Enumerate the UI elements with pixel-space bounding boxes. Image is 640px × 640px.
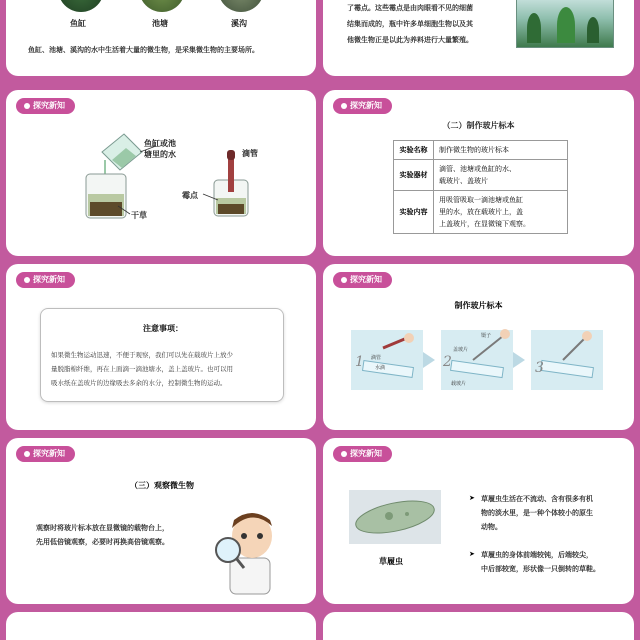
step-number-2: 2 [443,354,452,370]
step-number-1: 1 [355,354,364,370]
step-number-3: 3 [535,360,544,376]
note-line2: 量脱脂棉纤维，再在上面滴一滴池塘水，盖上盖玻片。也可以用 [51,365,233,373]
slide-prep-steps[interactable] [323,264,634,430]
note-line1: 如果微生物运动迅速，不便于观察，我们可以先在载玻片上放少 [51,351,233,359]
slide-microbe-habitats[interactable] [6,0,316,76]
bullet1-line2: 物的淡水里，是一种个体较小的原生 [481,509,593,517]
section-tag: 探究新知 [333,98,392,114]
label-glass-slide: 载玻片 [451,381,467,387]
note-box [40,308,284,402]
slide-notes[interactable] [6,264,316,430]
tag-dot-icon [24,451,30,457]
photo-label-pond: 池塘 [152,19,168,28]
slide-observe[interactable] [6,438,316,604]
jar-illustration [6,90,316,256]
tag-dot-icon [341,451,347,457]
bullet2-line1: 草履虫的身体前端较钝，后端较尖， [481,551,593,559]
label-pond-water-1: 鱼缸或池 [144,139,176,148]
aquarium-photo [516,0,614,48]
label-dropper: 滴管 [242,149,258,158]
table-head: 实验器材 [394,160,434,191]
label-dropper: 滴管 [371,355,382,361]
label-cover-slip: 盖玻片 [453,347,469,353]
tag-dot-icon [341,103,347,109]
bullet-arrow-icon: ➤ [469,550,475,558]
mold-text-line2: 结集而成的，瓶中许多单细胞生物以及其 [347,20,473,28]
prep-steps-illustration [323,264,634,430]
bullet1-line1: 草履虫生活在不流动、含有很多有机 [481,495,593,503]
left-jar-icon [86,174,126,218]
section-title: 制作玻片标本 [454,301,503,310]
label-mold-spots: 霉点 [182,191,198,200]
paramecium-icon [349,490,441,544]
paramecium-image [349,490,441,544]
organism-label: 草履虫 [379,557,403,566]
mold-text-line1: 了霉点。这些霉点是由肉眼看不见的细菌 [347,4,473,12]
table-cell: 制作微生物的玻片标本 [434,141,568,160]
scientist-magnifier-icon [210,506,290,596]
note-line3: 吸水纸在盖玻片的边缘吸去多余的水分，控制微生物的运动。 [51,379,227,387]
slide-culture-jars[interactable] [6,90,316,256]
slide-slide-preparation-table[interactable] [323,90,634,256]
bullet-arrow-icon: ➤ [469,494,475,502]
label-dry-grass: 干草 [131,211,147,220]
section-title: （三）观察微生物 [130,481,194,490]
photo-label-fish-tank: 鱼缸 [70,19,86,28]
section-tag: 探究新知 [16,272,75,288]
observe-line1: 观察时将玻片标本放在显微镜的载物台上， [36,524,169,532]
label-water-drop: 水滴 [375,365,386,371]
fish-tank-photo [58,0,104,12]
habitat-caption: 鱼缸、池塘、溪沟的水中生活着大量的微生物，是采集微生物的主要场所。 [28,46,259,54]
section-tag: 探究新知 [16,446,75,462]
tag-dot-icon [24,277,30,283]
bullet2-line2: 中后部较宽，形状像一只倒转的草鞋。 [481,565,600,573]
slide-next-left[interactable] [6,612,316,640]
bullet1-line3: 动物。 [481,523,502,531]
table-row [394,141,568,160]
right-jar-icon [214,150,248,216]
stream-photo [218,0,264,12]
slide-next-right[interactable] [323,612,634,640]
label-tweezers: 镊子 [481,333,492,339]
mold-text-line3: 他微生物正是以此为养料进行大量繁殖。 [347,36,473,44]
photo-label-stream: 溪沟 [231,19,247,28]
section-title: （二）制作玻片标本 [442,121,515,130]
pond-photo [139,0,185,12]
pouring-beaker-icon [102,134,142,170]
slide-mold-spots[interactable] [323,0,634,76]
observe-line2: 先用低倍镜观察，必要时再换高倍镜观察。 [36,538,169,546]
table-row [394,191,568,234]
table-cell: 滴管、池塘或鱼缸的水、 载玻片、盖玻片 [434,160,568,191]
slide-paramecium[interactable] [323,438,634,604]
label-pond-water-2: 塘里的水 [144,150,176,159]
section-tag: 探究新知 [333,446,392,462]
table-head: 实验内容 [394,191,434,234]
note-title: 注意事项： [143,324,183,333]
table-row [394,160,568,191]
experiment-table [393,140,568,234]
table-head: 实验名称 [394,141,434,160]
table-cell: 用吸管吸取一滴池塘或鱼缸 里的水，放在载玻片上，盖 上盖玻片，在显微镜下观察。 [434,191,568,234]
section-tag: 探究新知 [16,98,75,114]
section-tag: 探究新知 [333,272,392,288]
